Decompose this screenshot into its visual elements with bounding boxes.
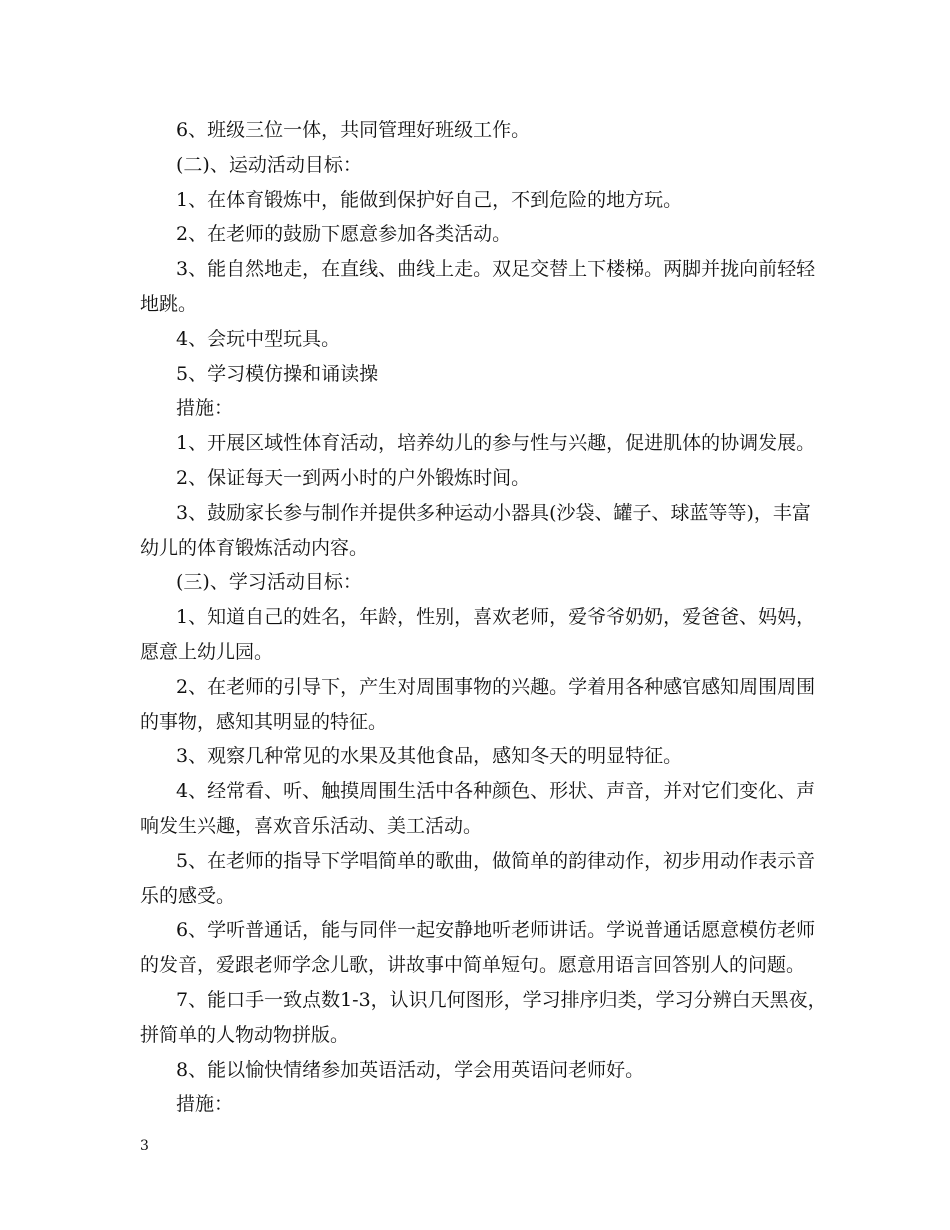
paragraph-continuation: 愿意上幼儿园。	[140, 640, 274, 663]
paragraph-line: 5、在老师的指导下学唱简单的歌曲，做简单的韵律动作，初步用动作表示音	[176, 849, 816, 872]
paragraph-continuation: 地跳。	[140, 292, 198, 315]
section-heading: (三)、学习活动目标：	[176, 571, 362, 594]
paragraph-continuation: 拼简单的人物动物拼版。	[140, 1023, 350, 1046]
paragraph-line: 3、能自然地走，在直线、曲线上走。双足交替上下楼梯。两脚并拢向前轻轻	[176, 258, 816, 281]
paragraph-line: 1、知道自己的姓名，年龄，性别，喜欢老师，爱爷爷奶奶，爱爸爸、妈妈，	[176, 606, 816, 629]
measures-heading: 措施：	[176, 397, 234, 420]
paragraph-line: 2、在老师的鼓励下愿意参加各类活动。	[176, 223, 512, 246]
paragraph-line: 6、班级三位一体，共同管理好班级工作。	[176, 119, 531, 141]
paragraph-line: 3、观察几种常见的水果及其他食品，感知冬天的明显特征。	[176, 745, 683, 768]
document-body	[140, 113, 827, 1122]
paragraph-line: 4、经常看、听、触摸周围生活中各种颜色、形状、声音，并对它们变化、声	[176, 780, 816, 803]
paragraph-line: 7、能口手一致点数1-3，认识几何图形，学习排序归类，学习分辨白天黑夜，	[176, 988, 827, 1011]
paragraph-line: 6、学听普通话，能与同伴一起安静地听老师讲话。学说普通话愿意模仿老师	[176, 919, 816, 942]
paragraph-line: 1、在体育锻炼中，能做到保护好自己，不到危险的地方玩。	[176, 188, 683, 211]
measures-heading: 措施：	[176, 1093, 234, 1116]
paragraph-line: 4、会玩中型玩具。	[176, 327, 341, 350]
paragraph-continuation: 的发音，爱跟老师学念儿歌，讲故事中简单短句。愿意用语言回答别人的问题。	[140, 954, 806, 977]
page-number: 3	[140, 1138, 149, 1154]
paragraph-continuation: 幼儿的体育锻炼活动内容。	[140, 536, 369, 559]
paragraph-continuation: 响发生兴趣，喜欢音乐活动、美工活动。	[140, 814, 483, 837]
paragraph-continuation: 乐的感受。	[140, 884, 236, 907]
paragraph-line: 5、学习模仿操和诵读操	[176, 362, 379, 385]
paragraph-line: 8、能以愉快情绪参加英语活动，学会用英语问老师好。	[176, 1058, 645, 1081]
section-heading: (二)、运动活动目标：	[176, 153, 362, 176]
paragraph-line: 1、开展区域性体育活动，培养幼儿的参与性与兴趣，促进肌体的协调发展。	[176, 432, 816, 455]
paragraph-line: 3、鼓励家长参与制作并提供多种运动小器具(沙袋、罐子、球蓝等等)，丰富	[176, 501, 811, 524]
paragraph-continuation: 的事物，感知其明显的特征。	[140, 710, 388, 733]
paragraph-line: 2、保证每天一到两小时的户外锻炼时间。	[176, 466, 531, 489]
paragraph-line: 2、在老师的引导下，产生对周围事物的兴趣。学着用各种感官感知周围周围	[176, 675, 816, 698]
